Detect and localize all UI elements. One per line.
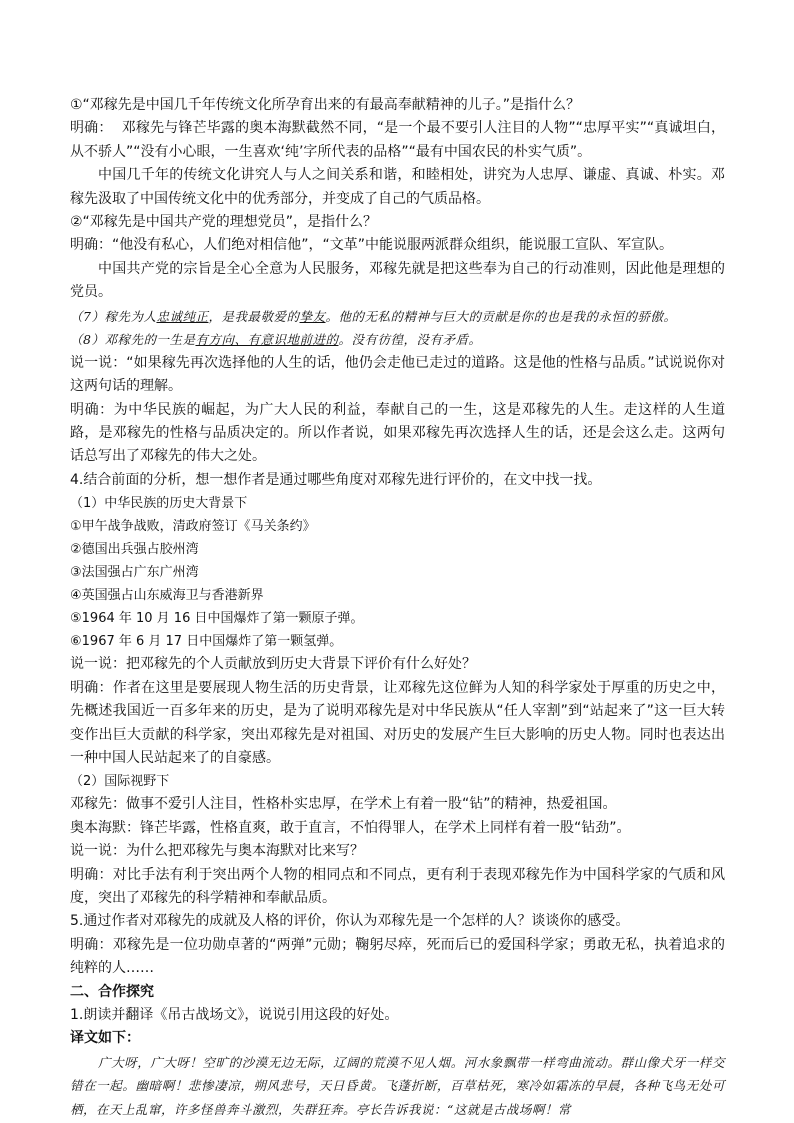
document-body: [70, 94, 725, 1122]
answer-1: [70, 117, 725, 164]
quote-8-part: （8）邓稼先的一生是: [70, 332, 196, 348]
answer-1-label: 明确：: [70, 120, 113, 137]
discussion-3: 说一说：为什么把邓稼先与奥本海默对比来写？: [70, 843, 364, 860]
subheading-history: （1）中华民族的历史大背景下: [70, 496, 248, 512]
subheading-international: （2）国际视野下: [70, 774, 170, 790]
deng-description: 邓稼先：做事不爱引人注目，性格朴实忠厚，在学术上有着一股“钻”的精神，热爱祖国。: [70, 796, 617, 813]
quote-8-part: 。没有彷徨，没有矛盾。: [338, 332, 482, 348]
answer-6: 明确：邓稼先是一位功勋卓著的“两弹”元勋；鞠躬尽瘁，死而后已的爱国科学家；勇敢无私，执着追求的纯粹的人……: [70, 936, 725, 977]
task-1: 1.朗读并翻译《吊古战场文》，说说引用这段的好处。: [70, 1006, 399, 1023]
answer-3: 明确：为中华民族的崛起，为广大人民的利益，奉献自己的一生，这是邓稼先的人生。走这样的人生道路，是邓稼先的性格与品质决定的。所以作者说，如果邓稼先再次选择人生的话，还是会这么走。这两句话总写出了邓稼先的伟大之处。: [70, 401, 725, 465]
history-event: ④英国强占山东威海卫与香港新界: [70, 588, 264, 604]
oppenheimer-description: 奥本海默：锋芒毕露，性格直爽，敢于直言，不怕得罪人，在学术上同样有着一股“钻劲”。: [70, 819, 631, 836]
answer-2-paragraph: 中国共产党的宗旨是全心全意为人民服务，邓稼先就是把这些奉为自己的行动准则，因此他是理想的党员。: [70, 260, 725, 301]
quote-7: [70, 305, 725, 329]
answer-4: 明确：作者在这里是要展现人物生活的历史背景，让邓稼先这位鲜为人知的科学家处于厚重的历史之中，先概述我国近一百多年来的历史，是为了说明邓稼先是对中华民族从“任人宰割”到“站起来了”这一巨大转变作出巨大贡献的科学家，突出邓稼先是对祖国、对历史的发展产生巨大影响的历史人物。同时也表达出一种中国人民站起来了的自豪感。: [70, 679, 725, 766]
quote-7-underline-2: 挚友: [299, 308, 326, 324]
discussion-1: 说一说：“如果稼先再次选择他的人生的话，他仍会走他已走过的道路。这是他的性格与品质。”试说说你对这两句话的理解。: [70, 354, 725, 395]
quote-7-part: （7）稼先为人: [70, 308, 157, 324]
translation-text: 广大呀，广大呀！空旷的沙漠无边无际，辽阔的荒漠不见人烟。河水象飘带一样弯曲流动。群山像犬牙一样交错在一起。幽暗啊！悲惨凄凉，朔风悲号，天日昏黄。飞蓬折断，百草枯死，寒冷如霜冻的早晨，各种飞鸟无处可栖，在天上乱窜，许多怪兽奔斗激烈，失群狂奔。亭长告诉我说：“这就是古战场啊！常: [70, 1054, 725, 1117]
question-2: ②“邓稼先是中国共产党的理想党员”，是指什么？: [70, 214, 378, 231]
question-1: ①“邓稼先是中国几千年传统文化所孕育出来的有最高奉献精神的儿子。”是指什么？: [70, 97, 581, 113]
answer-1-paragraph: 中国几千年的传统文化讲究人与人之间关系和谐，和睦相处，讲究为人忠厚、谦虚、真诚、朴实。邓稼先汲取了中国传统文化中的优秀部分，并变成了自己的气质品格。: [70, 167, 725, 207]
section-heading-cooperation: 二、合作探究: [70, 983, 154, 1000]
quote-7-part: ，是我最敬爱的: [208, 308, 300, 324]
history-event: ③法国强占广东广州湾: [70, 565, 199, 581]
question-5: 5.通过作者对邓稼先的成就及人格的评价，你认为邓稼先是一个怎样的人？谈谈你的感受。: [70, 913, 630, 930]
question-4: 4.结合前面的分析，想一想作者是通过哪些角度对邓稼先进行评价的，在文中找一找。: [70, 471, 602, 488]
history-event: ⑥1967 年 6 月 17 日中国爆炸了第一颗氢弹。: [70, 634, 343, 650]
quote-7-part: 。他的无私的精神与巨大的贡献是你的也是我的永恒的骄傲。: [325, 308, 677, 324]
quote-7-underline-1: 忠诚纯正: [156, 308, 209, 324]
answer-1-text: 邓稼先与锋芒毕露的奥本海默截然不同，“是一个最不要引人注目的人物”“忠厚平实”“真诚坦白，从不骄人”“没有小心眼，一生喜欢‘纯’字所代表的品格”“最有中国农民的朴实气质”。: [70, 120, 725, 160]
quote-8-underline: 有方向、有意识地前进的: [195, 332, 339, 348]
answer-5: 明确：对比手法有利于突出两个人物的相同点和不同点，更有利于表现邓稼先作为中国科学家的气质和风度，突出了邓稼先的科学精神和奉献品质。: [70, 866, 725, 906]
quote-8: [70, 328, 725, 352]
translation-label: 译文如下：: [70, 1030, 140, 1047]
discussion-2: 说一说：把邓稼先的个人贡献放到历史大背景下评价有什么好处？: [70, 656, 476, 673]
history-event: ①甲午战争战败，清政府签订《马关条约》: [70, 519, 316, 535]
answer-2: 明确：“他没有私心，人们绝对相信他”，“文革”中能说服两派群众组织，能说服工宣队、军宣队。: [70, 237, 674, 254]
history-event: ⑤1964 年 10 月 16 日中国爆炸了第一颗原子弹。: [70, 611, 364, 627]
history-event: ②德国出兵强占胶州湾: [70, 542, 199, 558]
